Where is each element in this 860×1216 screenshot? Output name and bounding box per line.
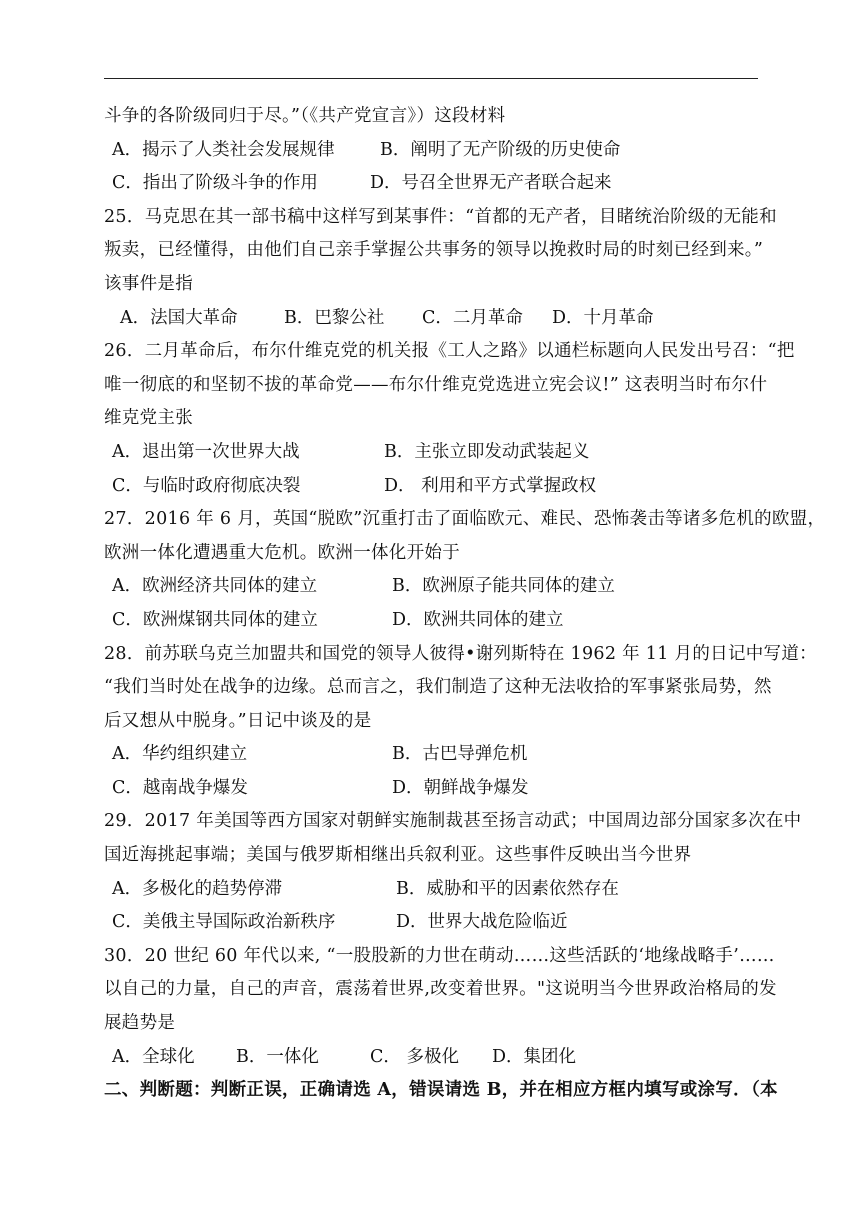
option-d[interactable]: D． 利用和平方式掌握政权 [384, 475, 597, 496]
option-b[interactable]: B．古巴导弹危机 [392, 744, 528, 765]
question-26-line-2: 唯一彻底的和坚韧不拔的革命党——布尔什维克党选进立宪会议!” 这表明当时布尔什 [104, 374, 768, 395]
option-b[interactable]: B．一体化 [236, 1046, 319, 1067]
question-28-options-row-1 [104, 738, 764, 772]
question-27-line-1: 27．2016 年 6 月，英国“脱欧”沉重打击了面临欧元、难民、恐怖袭击等诸多危机的欧盟， [104, 509, 826, 530]
question-29-options-row-2 [104, 906, 764, 940]
option-a[interactable]: A．揭示了人类社会发展规律 [112, 139, 335, 160]
option-c[interactable]: C．欧洲煤钢共同体的建立 [112, 609, 318, 630]
question-30-options [104, 1041, 764, 1075]
option-b[interactable]: B．阐明了无产阶级的历史使命 [380, 139, 621, 160]
option-a[interactable]: A．退出第一次世界大战 [112, 441, 300, 462]
option-a[interactable]: A．法国大革命 [120, 307, 238, 328]
question-27-options-row-2 [104, 604, 764, 638]
option-d[interactable]: D．集团化 [492, 1046, 577, 1067]
question-26-options-row-2 [104, 470, 764, 504]
option-d[interactable]: D．欧洲共同体的建立 [392, 609, 564, 630]
option-c[interactable]: C．指出了阶级斗争的作用 [112, 173, 318, 194]
question-30-line-3: 展趋势是 [104, 1013, 176, 1034]
question-24-options-row-2 [104, 167, 764, 201]
option-a[interactable]: A．华约组织建立 [112, 744, 248, 765]
option-d[interactable]: D．世界大战危险临近 [396, 912, 568, 933]
question-29-line-1: 29．2017 年美国等西方国家对朝鲜实施制裁甚至扬言动武；中国周边部分国家多次在中 [104, 811, 802, 832]
question-30-line-1: 30．20 世纪 60 年代以来, “一股股新的力世在萌动……这些活跃的‘地缘战略手’…… [104, 945, 775, 966]
option-a[interactable]: A．全球化 [112, 1046, 195, 1067]
option-b[interactable]: B．欧洲原子能共同体的建立 [392, 576, 615, 597]
section-2-heading: 二、判断题：判断正误，正确请选 A，错误请选 B，并在相应方框内填写或涂写．（本 [104, 1080, 778, 1101]
question-26-options-row-1 [104, 436, 764, 470]
question-25-options [104, 302, 764, 336]
question-30-line-2: 以自己的力量，自己的声音，震荡着世界,改变着世界。"这说明当今世界政治格局的发 [104, 979, 777, 1000]
question-29-line-2: 国近海挑起事端；美国与俄罗斯相继出兵叙利亚。这些事件反映出当今世界 [104, 845, 692, 866]
question-24-tail: 斗争的各阶级同归于尽。”（《共产党宣言》）这段材料 [104, 106, 506, 126]
option-b[interactable]: B．主张立即发动武装起义 [384, 441, 590, 462]
question-28-line-2: “我们当时处在战争的边缘。总而言之，我们制造了这种无法收拾的军事紧张局势，然 [104, 677, 772, 698]
question-28-line-1: 28．前苏联乌克兰加盟共和国党的领导人彼得•谢列斯特在 1962 年 11 月的日记中写道： [104, 643, 817, 664]
question-26-line-3: 维克党主张 [104, 408, 193, 429]
header-rule [104, 78, 758, 79]
option-b[interactable]: B．巴黎公社 [284, 307, 385, 328]
option-b[interactable]: B．威胁和平的因素依然存在 [396, 878, 619, 899]
option-c[interactable]: C．与临时政府彻底决裂 [112, 475, 301, 496]
question-25-line-1: 25．马克思在其一部书稿中这样写到某事件：“首都的无产者，目睹统治阶级的无能和 [104, 206, 777, 227]
question-25-line-3: 该事件是指 [104, 273, 193, 294]
option-d[interactable]: D．号召全世界无产者联合起来 [370, 173, 612, 194]
question-25-line-2: 叛卖，已经懂得，由他们自己亲手掌握公共事务的领导以挽救时局的时刻已经到来。” [104, 240, 764, 261]
question-29-options-row-1 [104, 873, 764, 907]
option-d[interactable]: D．十月革命 [552, 307, 654, 328]
question-28-options-row-2 [104, 772, 764, 806]
option-c[interactable]: C．越南战争爆发 [112, 777, 248, 798]
exam-page [104, 100, 826, 1108]
option-c[interactable]: C．二月革命 [422, 307, 523, 328]
option-c[interactable]: C． 多极化 [370, 1046, 459, 1067]
option-a[interactable]: A．欧洲经济共同体的建立 [112, 576, 318, 597]
question-27-line-2: 欧洲一体化遭遇重大危机。欧洲一体化开始于 [104, 542, 460, 563]
question-28-line-3: 后又想从中脱身。”日记中谈及的是 [104, 710, 372, 731]
question-26-line-1: 26．二月革命后，布尔什维克党的机关报《工人之路》以通栏标题向人民发出号召：“把 [104, 341, 795, 362]
question-24-options-row-1 [104, 134, 764, 168]
option-d[interactable]: D．朝鲜战争爆发 [392, 777, 529, 798]
option-a[interactable]: A．多极化的趋势停滞 [112, 878, 283, 899]
option-c[interactable]: C．美俄主导国际政治新秩序 [112, 912, 336, 933]
question-27-options-row-1 [104, 570, 764, 604]
